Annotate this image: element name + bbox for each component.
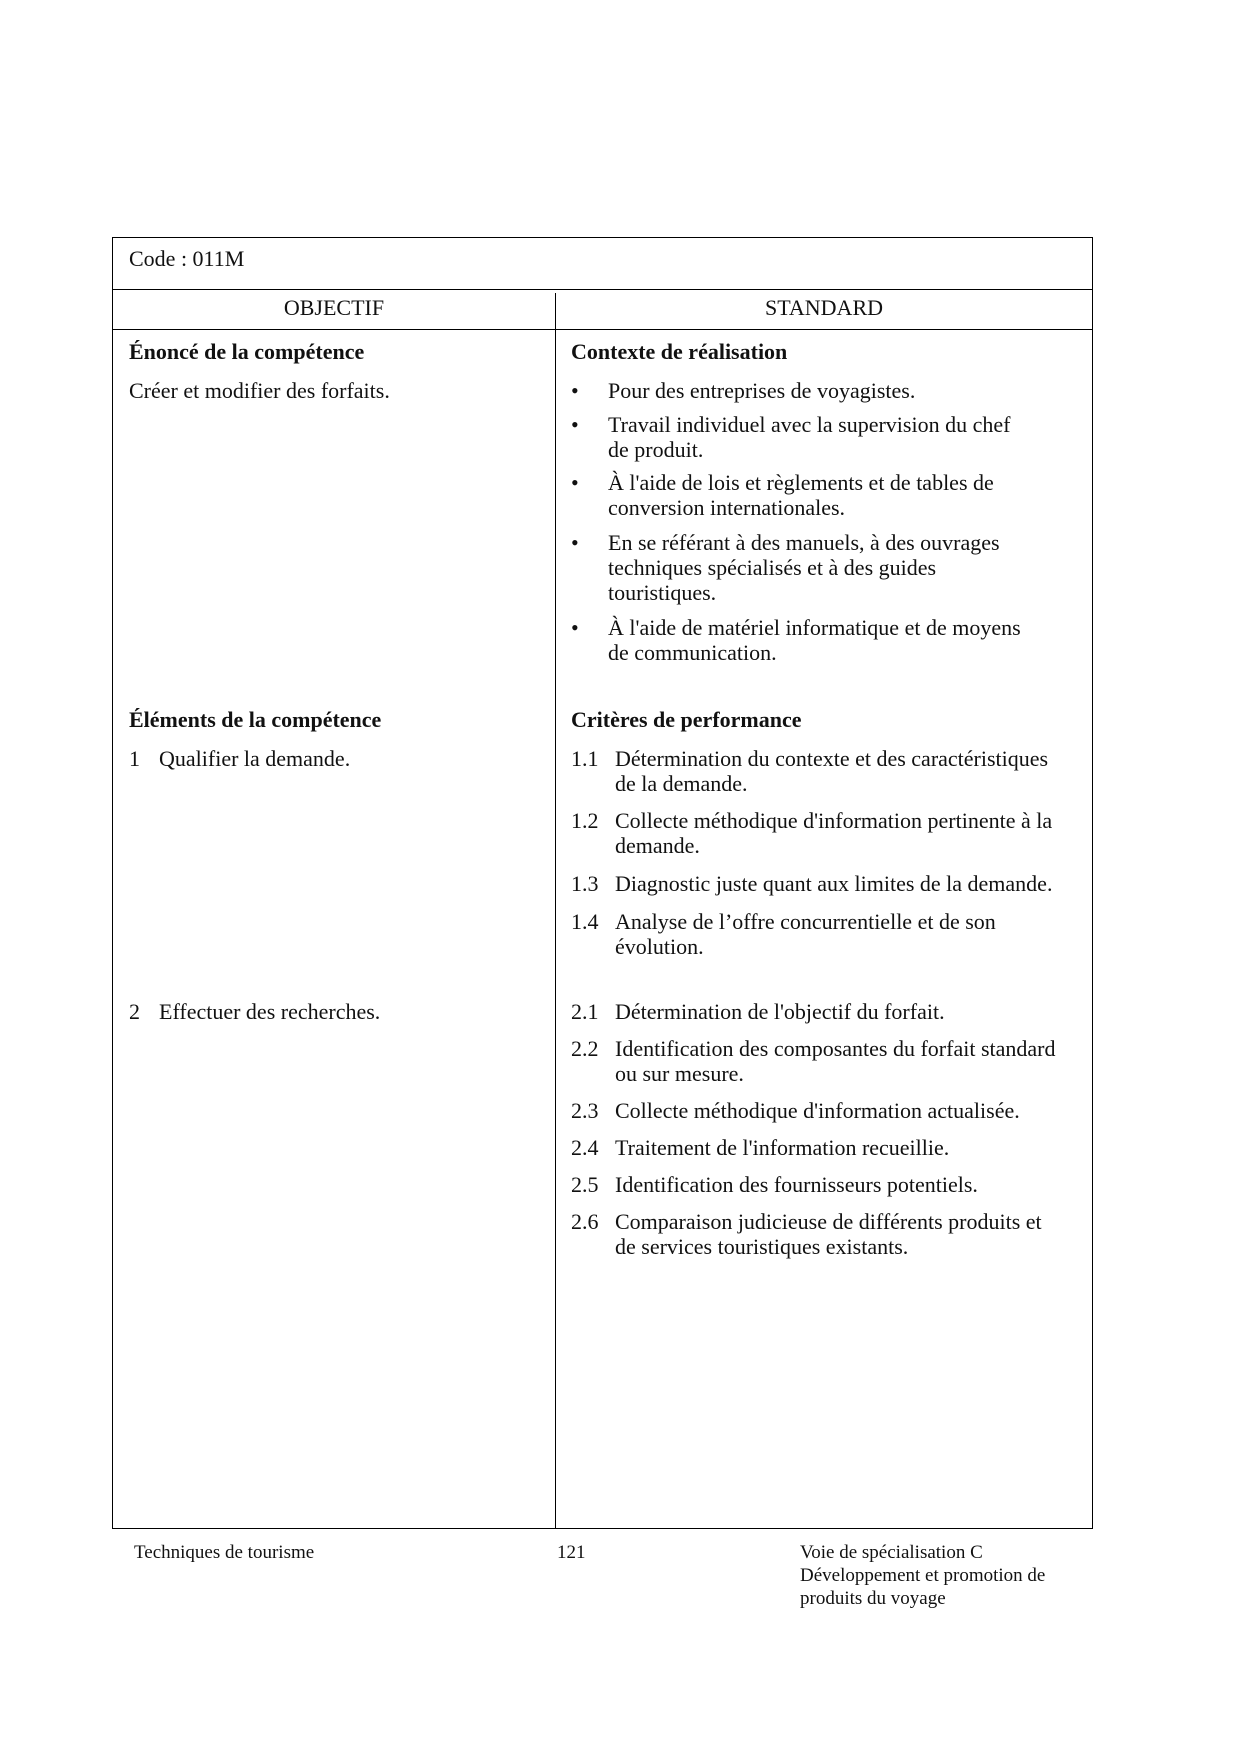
criteres-title: Critères de performance bbox=[571, 707, 802, 732]
contexte-line: touristiques. bbox=[608, 580, 717, 605]
critere-line: Détermination de l'objectif du forfait. bbox=[615, 999, 945, 1024]
code-row bbox=[113, 238, 1092, 290]
critere-number: 1.4 bbox=[571, 909, 599, 934]
contexte-line: À l'aide de matériel informatique et de moyens bbox=[608, 615, 1021, 640]
column-divider bbox=[555, 293, 556, 1528]
critere-line: Collecte méthodique d'information actualisée. bbox=[615, 1098, 1020, 1123]
critere-line: Détermination du contexte et des caractéristiques bbox=[615, 746, 1049, 771]
footer-line: Développement et promotion de bbox=[800, 1565, 1046, 1586]
bullet: • bbox=[571, 530, 579, 555]
contexte-line: Pour des entreprises de voyagistes. bbox=[608, 378, 916, 403]
element-text: Effectuer des recherches. bbox=[159, 999, 381, 1024]
header-objectif: OBJECTIF bbox=[283, 295, 385, 320]
bullet: • bbox=[571, 378, 579, 403]
enonce-title: Énoncé de la compétence bbox=[129, 339, 365, 364]
critere-number: 2.6 bbox=[571, 1209, 599, 1234]
element-number: 2 bbox=[129, 999, 140, 1024]
critere-line: Identification des composantes du forfait standard bbox=[615, 1036, 1056, 1061]
contexte-line: techniques spécialisés et à des guides bbox=[608, 555, 937, 580]
footer-program: Techniques de tourisme bbox=[134, 1542, 315, 1563]
critere-line: Diagnostic juste quant aux limites de la demande. bbox=[615, 871, 1053, 896]
column-header-row bbox=[113, 289, 1092, 330]
critere-line: Collecte méthodique d'information pertinente à la bbox=[615, 808, 1053, 833]
bullet: • bbox=[571, 470, 579, 495]
elements-title: Éléments de la compétence bbox=[129, 707, 382, 732]
contexte-line: Travail individuel avec la supervision du chef bbox=[608, 412, 1011, 437]
footer-line: produits du voyage bbox=[800, 1588, 946, 1609]
critere-line: Analyse de l’offre concurrentielle et de son bbox=[615, 909, 996, 934]
competency-table bbox=[112, 237, 1093, 1529]
critere-number: 1.2 bbox=[571, 808, 599, 833]
contexte-line: de produit. bbox=[608, 437, 704, 462]
critere-line: demande. bbox=[615, 833, 700, 858]
bullet: • bbox=[571, 412, 579, 437]
contexte-line: À l'aide de lois et règlements et de tables de bbox=[608, 470, 994, 495]
critere-line: ou sur mesure. bbox=[615, 1061, 744, 1086]
critere-line: évolution. bbox=[615, 934, 704, 959]
contexte-line: de communication. bbox=[608, 640, 777, 665]
contexte-line: En se référant à des manuels, à des ouvrages bbox=[608, 530, 1000, 555]
bullet: • bbox=[571, 615, 579, 640]
critere-number: 2.4 bbox=[571, 1135, 599, 1160]
critere-number: 2.1 bbox=[571, 999, 599, 1024]
critere-line: Traitement de l'information recueillie. bbox=[615, 1135, 950, 1160]
footer-specialisation bbox=[800, 1541, 1045, 1610]
contexte-title: Contexte de réalisation bbox=[571, 339, 788, 364]
critere-number: 1.1 bbox=[571, 746, 599, 771]
critere-number: 2.2 bbox=[571, 1036, 599, 1061]
code-label: Code : 011M bbox=[129, 246, 245, 271]
critere-line: Comparaison judicieuse de différents produits et bbox=[615, 1209, 1042, 1234]
critere-line: de services touristiques existants. bbox=[615, 1234, 909, 1259]
critere-line: de la demande. bbox=[615, 771, 748, 796]
header-standard: STANDARD bbox=[764, 295, 884, 320]
page-number: 121 bbox=[557, 1542, 586, 1563]
footer-line: Voie de spécialisation C bbox=[800, 1542, 983, 1563]
critere-number: 2.5 bbox=[571, 1172, 599, 1197]
critere-line: Identification des fournisseurs potentiels. bbox=[615, 1172, 978, 1197]
critere-number: 1.3 bbox=[571, 871, 599, 896]
element-text: Qualifier la demande. bbox=[159, 746, 351, 771]
critere-number: 2.3 bbox=[571, 1098, 599, 1123]
enonce-text: Créer et modifier des forfaits. bbox=[129, 378, 390, 403]
element-number: 1 bbox=[129, 746, 140, 771]
contexte-line: conversion internationales. bbox=[608, 495, 846, 520]
